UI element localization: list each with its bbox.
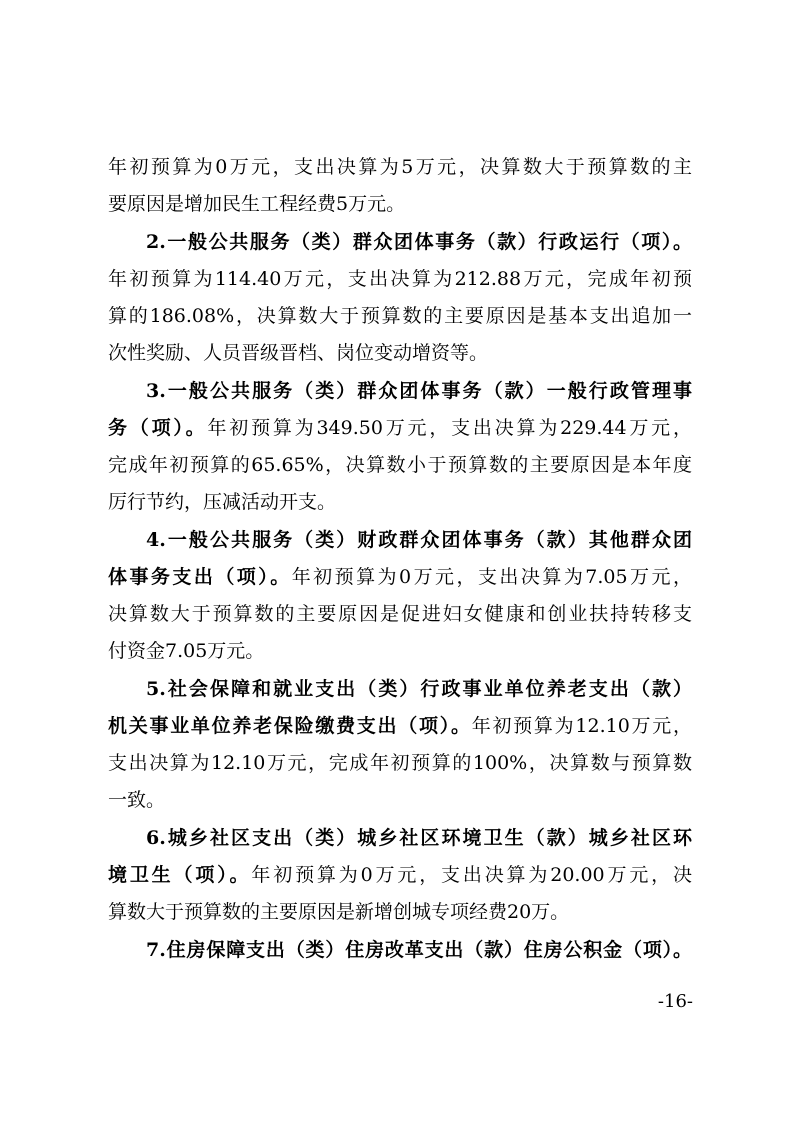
body-text-line: 次性奖励、人员晋级晋档、岗位变动增资等。 (108, 342, 489, 364)
body-text-line: 算的186.08%，决算数大于预算数的主要原因是基本支出追加一 (108, 305, 692, 327)
item-heading: 2.一般公共服务（类）群众团体事务（款）行政运行（项）。 (146, 231, 692, 253)
body-text-line: 年初预算为0万元，支出决算为5万元，决算数大于预算数的主 (108, 156, 692, 178)
page-number: -16- (657, 991, 693, 1012)
item-heading-continued: 体事务支出（项）。 (108, 566, 292, 588)
item-heading: 7.住房保障支出（类）住房改革支出（款）住房公积金（项）。 (146, 939, 692, 961)
body-text-line (108, 714, 692, 738)
body-text-line: 完成年初预算的65.65%，决算数小于预算数的主要原因是本年度 (108, 454, 692, 476)
body-text-line: 支出决算为12.10万元，完成年初预算的100%，决算数与预算数 (108, 752, 692, 774)
item-heading: 3.一般公共服务（类）群众团体事务（款）一般行政管理事 (146, 380, 692, 402)
item-heading-continued: 境卫生（项）。 (108, 864, 252, 886)
body-text-line (108, 863, 692, 887)
item-heading-continued: 务（项）。 (108, 417, 208, 439)
item-heading: 6.城乡社区支出（类）城乡社区环境卫生（款）城乡社区环 (146, 827, 692, 849)
body-text-segment: 年初预算为12.10万元， (471, 715, 692, 737)
body-text-line: 厉行节约，压减活动开支。 (108, 491, 337, 513)
body-text-line: 决算数大于预算数的主要原因是促进妇女健康和创业扶持转移支 (108, 603, 692, 625)
body-text-line: 年初预算为114.40万元，支出决算为212.88万元，完成年初预 (108, 268, 692, 290)
body-text-line (108, 416, 692, 440)
body-text-line: 要原因是增加民生工程经费5万元。 (108, 193, 406, 215)
item-heading: 4.一般公共服务（类）财政群众团体事务（款）其他群众团 (146, 529, 692, 551)
item-heading-continued: 机关事业单位养老保险缴费支出（项）。 (108, 715, 472, 737)
body-text-line (108, 565, 692, 589)
body-text-segment: 年初预算为0万元，支出决算为20.00万元，决 (251, 864, 692, 886)
body-text-line: 算数大于预算数的主要原因是新增创城专项经费20万。 (108, 901, 570, 923)
body-text-line: 付资金7.05万元。 (108, 640, 265, 662)
item-heading: 5.社会保障和就业支出（类）行政事业单位养老支出（款） (146, 678, 692, 700)
body-text-segment: 年初预算为349.50万元，支出决算为229.44万元， (207, 417, 692, 439)
body-text-segment: 年初预算为0万元，支出决算为7.05万元， (291, 566, 692, 588)
body-text-line: 一致。 (108, 789, 166, 811)
